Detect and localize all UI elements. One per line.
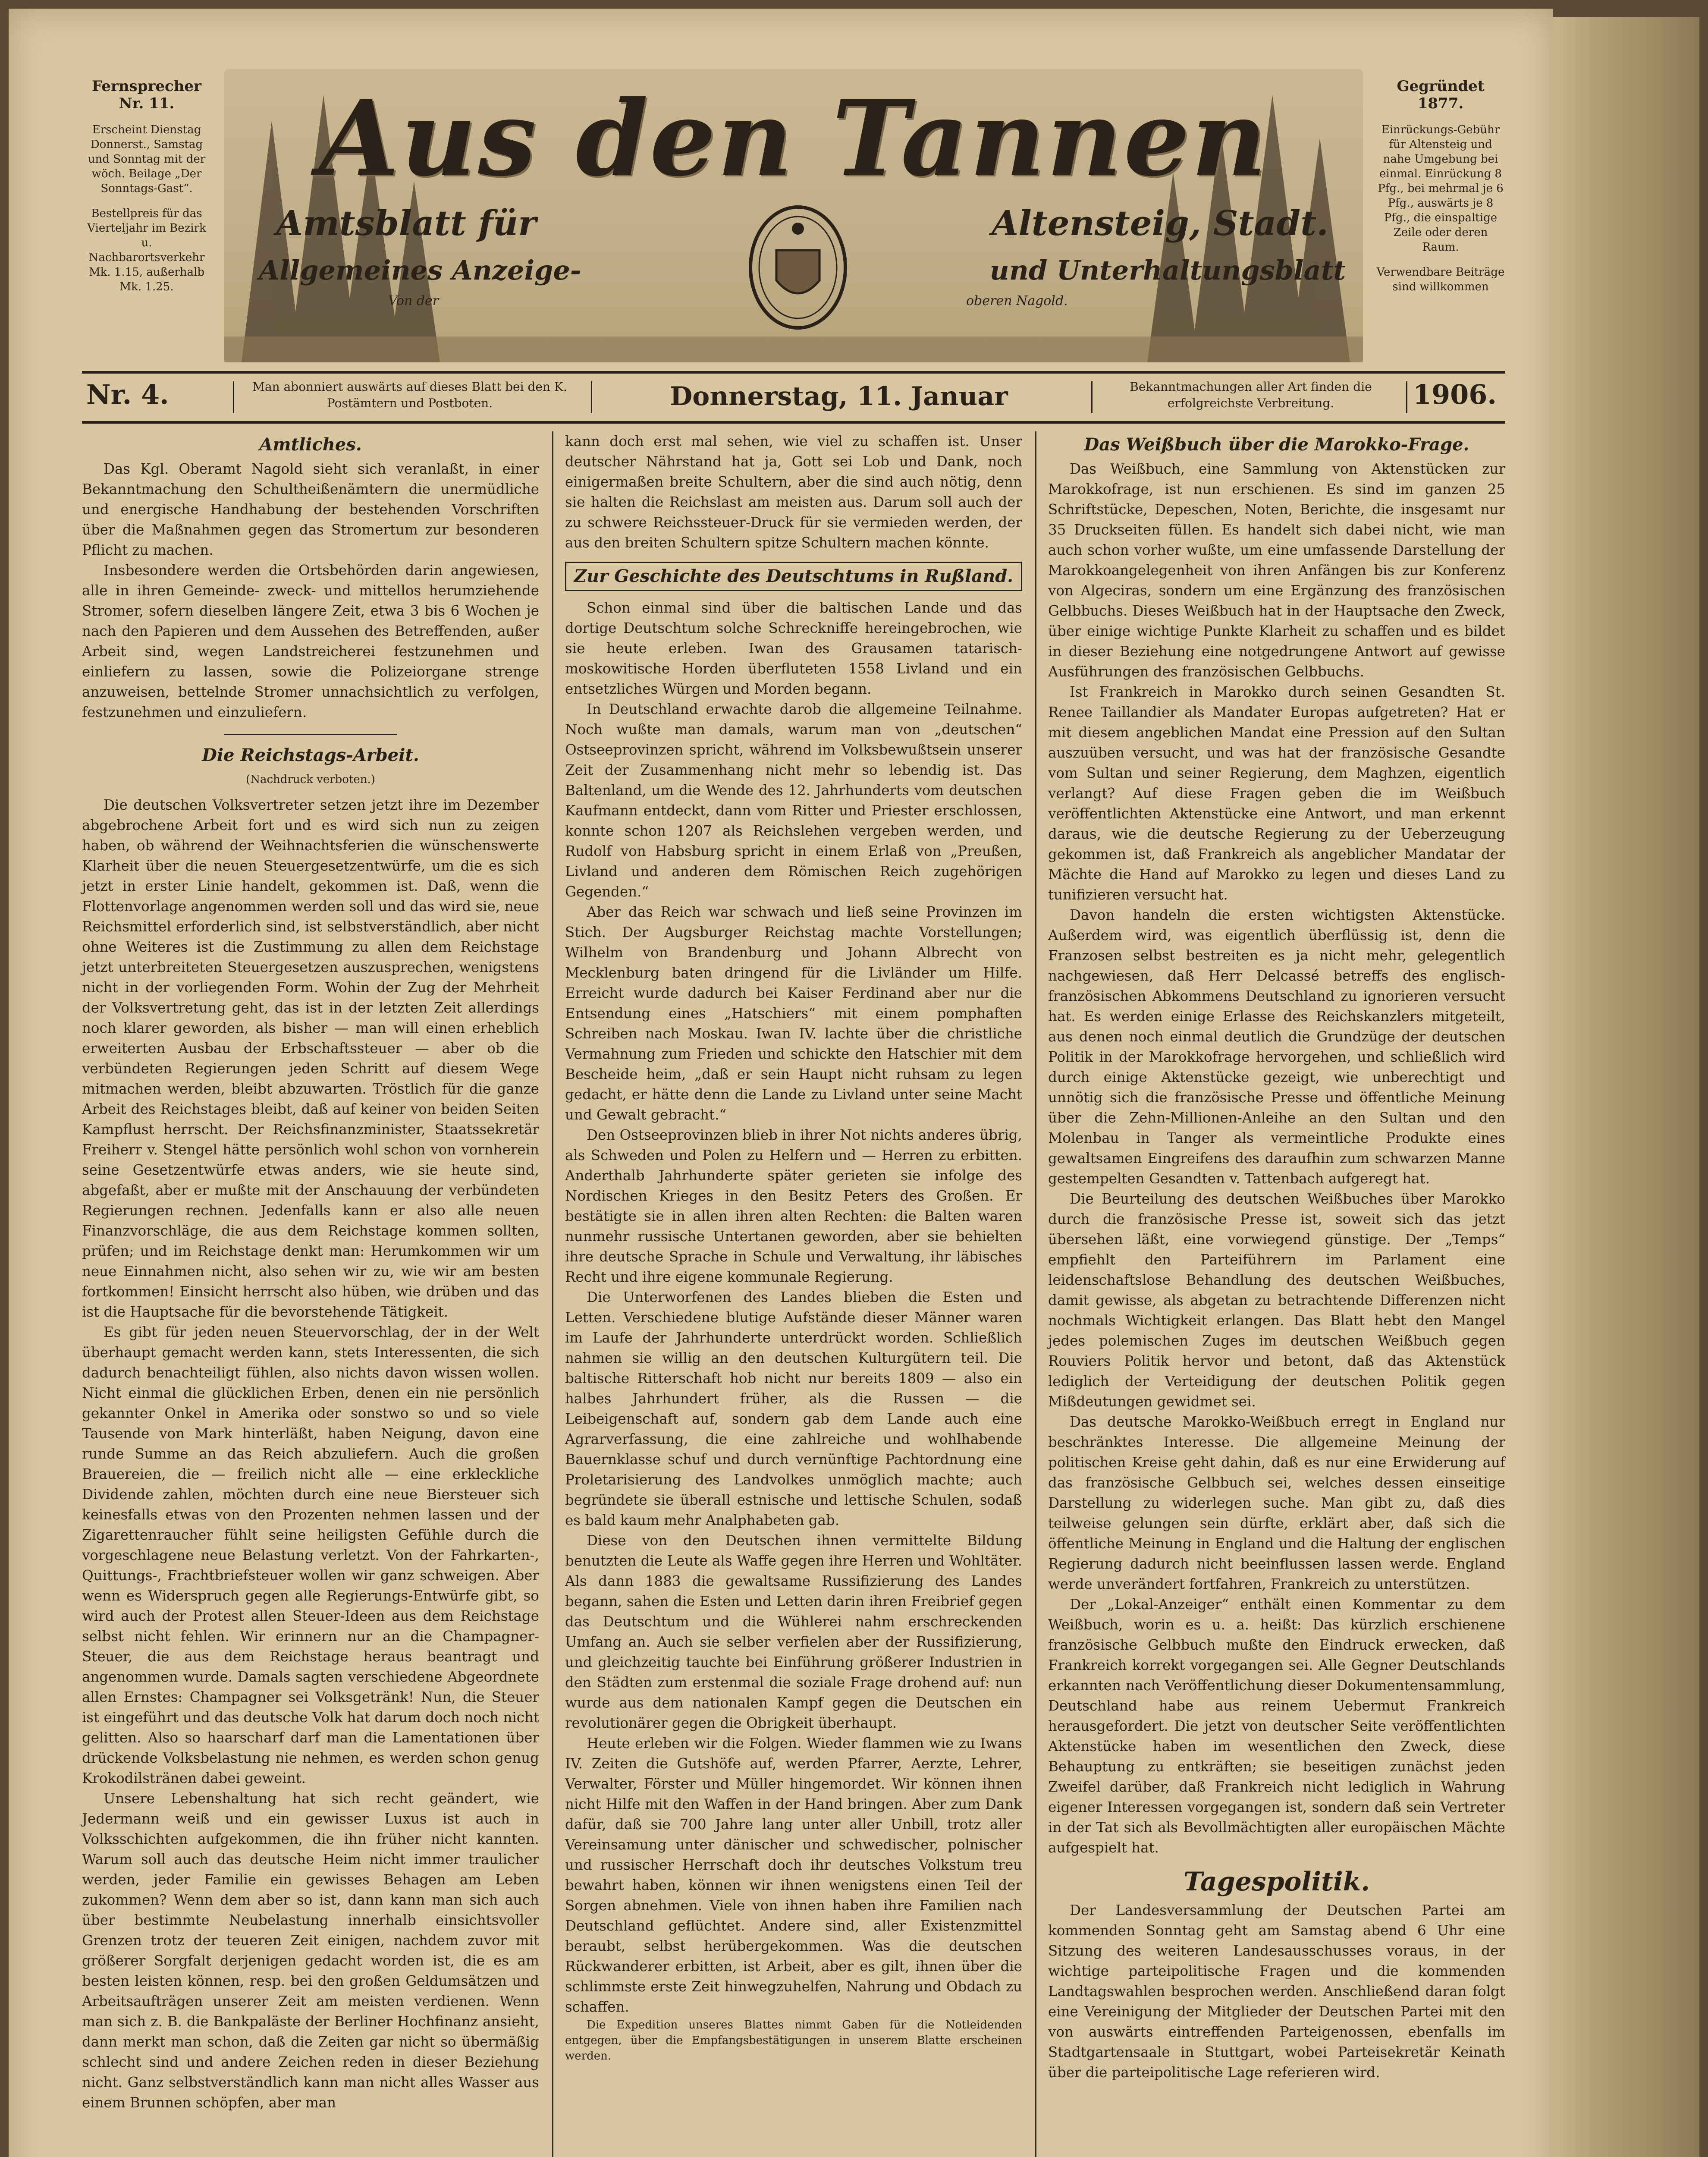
issue-number: Nr. 4. [86, 379, 169, 410]
paragraph: Die Beurteilung des deutschen Weißbuches über Marokko durch die französische Presse ist, soweit sich das jetzt übersehen läßt, eine vorwiegend günstige. Der „Temps“ empfiehlt den Parteiführern im Parlament eine leidenschaftslose Behandlung des deutschen Weißbuches, damit gewisse, als abgetan zu betrachtende Differenzen nicht nochmals Wichtigkeit erlangen. Das Blatt hebt den Mangel jedes polemischen Zuges im deutschen Weißbuch gegen Rouviers Politik hervor und betont, daß das Aktenstück lediglich der Verteidigung der deutschen Politik gegen Mißdeutungen gewidmet sei. [1048, 1191, 1505, 1410]
paragraph: Heute erleben wir die Folgen. Wieder flammen wie zu Iwans IV. Zeiten die Gutshöfe auf, werden Pfarrer, Aerzte, Lehrer, Verwalter, Förster und Müller hingemordet. Wir können ihnen nicht Hilfe mit den Waffen in der Hand bringen. Aber zum Dank dafür, daß sie 700 Jahre lang unter aller Unbill, trotz aller Vereinsamung unter dänischer und schwedischer, polnischer und russischer Herrschaft doch ihr deutsches Volkstum treu bewahrt haben, können wir ihnen wenigstens einen Teil der Sorgen abnehmen. Viele von ihnen haben ihre Familien nach Deutschland geflüchtet. Andere sind, aller Existenzmittel beraubt, selbst herübergekommen. Was die deutschen Rückwanderer erbitten, ist Arbeit, aber es gilt, ihnen über die schlimmste erste Zeit hinwegzuhelfen, Nahrung und Obdach zu schaffen. [565, 1735, 1022, 2015]
paragraph: kann doch erst mal sehen, wie viel zu schaffen ist. Unser deutscher Nährstand hat ja, Gott sei Lob und Dank, noch einigermaßen breite Schultern, aber die sind auch nötig, denn sie halten die Reichslast am meisten aus. Darum soll auch der zu schwere Reichssteuer-Druck für sie vermieden werden, der aus den breiten Schultern spitze Schultern machen könnte. [565, 433, 1022, 551]
paragraph: Es gibt für jeden neuen Steuervorschlag, der in der Welt überhaupt gemacht werden kann, stets Interessenten, die sich dadurch benachteiligt fühlen, also nichts davon wissen wollen. Nicht einmal die glücklichen Erben, denen ein nie persönlich gekannter Onkel in Amerika oder sonstwo so und so viele Tausende von Mark hinterläßt, haben Neigung, davon eine runde Summe an das Reich abzuliefern. Auch die großen Brauereien, die — freilich nicht alle — eine erkleckliche Dividende zahlen, möchten durch eine neue Biersteuer sich keinesfalls etwas von den Prozenten nehmen lassen und der Zigarettenraucher fühlt seine heiligsten Gefühle durch die vorgeschlagene neue Belastung verletzt. Von der Fahrkarten-, Quittungs-, Frachtbriefsteuer wollen wir ganz schweigen. Aber wenn es Widerspruch gegen alle Regierungs-Entwürfe gibt, so wird auch der Protest allen Steuer-Ideen aus dem Reichstage selbst nicht fehlen. Wir erinnern nur an die Champagner-Steuer, die aus dem Reichstage heraus beantragt und angenommen wurde. Damals sagten verschiedene Abgeordnete allen Ernstes: Champagner sei Volksgetränk! Nun, die Steuer ist eingeführt und das deutsche Volk hat darum doch noch nicht gelitten. Also so haarscharf darf man die Lamentationen über drückende Volksbelastung nie nehmen, es werden schon genug Krokodilstränen dabei geweint. [82, 1324, 539, 1786]
masthead [82, 69, 1505, 367]
subscription-note: Man abonniert auswärts auf dieses Blatt bei den K. Postämtern und Postboten. [252, 380, 567, 410]
announcements-note: Bekanntmachungen aller Art finden die erfolgreichste Verbreitung. [1130, 380, 1372, 410]
paragraph: Ist Frankreich in Marokko durch seinen Gesandten St. Renee Taillandier als Mandater Europas aufgetreten? Hat er mit diesem angeblichen Mandat eine Pression auf den Sultan auszuüben versucht, und was hat der französische Gesandte vom Sultan und seiner Regierung, dem Maghzen, eigentlich verlangt? Auf diese Fragen geben die im Weißbuch veröffentlichten Aktenstücke eine Antwort, und man erkennt daraus, wie die deutsche Regierung zu der Ueberzeugung gekommen ist, daß Frankreich als angeblicher Mandatar der Mächte die Hand auf Marokko zu legen und dieses Land zu tunifizieren versucht hat. [1048, 684, 1505, 903]
phone-number: Fernsprecher Nr. 11. [92, 78, 201, 112]
paragraph: Das Kgl. Oberamt Nagold sieht sich veranlaßt, in einer Bekanntmachung den Schultheißenämtern die unermüdliche und energische Handhabung der bestehenden Vorschriften über die Maßnahmen gegen das Stromertum zur besonderen Pflicht zu machen. [82, 461, 539, 558]
heading-tagespolitik: Tagespolitik. [1183, 1867, 1370, 1897]
contributions-note: Verwendbare Beiträge sind willkommen [1376, 266, 1505, 293]
von-der-label: Von der [388, 293, 439, 308]
paragraph: Die Unterworfenen des Landes blieben die Esten und Letten. Verschiedene blutige Aufstände dieser Männer waren im Laufe der Jahrhunderte unterdrückt worden. Schließlich nahmen sie willig an den deutschen Kulturgütern teil. Die baltische Ritterschaft hob nicht nur bereits 1809 — also ein halbes Jahrhundert früher, als die Russen — die Leibeigenschaft auf, sondern gab dem Lande auch eine Agrarverfassung, die eine zahlreiche und wohlhabende Bauernklasse schuf und durch vernünftige Pachtordnung eine Proletarisierung des Landvolkes unmöglich machte; auch begründete sie überall estnische und lettische Schulen, sodaß es bald kaum mehr Analphabeten gab. [565, 1289, 1022, 1528]
paragraph: Diese von den Deutschen ihnen vermittelte Bildung benutzten die Leute als Waffe gegen ihre Herren und Wohltäter. Als dann 1883 die gewaltsame Russifizierung des Landes begann, sahen die Esten und Letten darin ihren Freibrief gegen das Deutschtum und die Wühlerei nahm erschreckenden Umfang an. Auch sie selber verfielen aber der Russifizierung, und gleichzeitig tauchte bei Einführung größerer Industrien in den Städten zum erstenmal die soziale Frage drohend auf: nun wurde aus dem nationalen Kampf gegen die Deutschen ein revolutionärer gegen die Obrigkeit überhaupt. [565, 1532, 1022, 1731]
founded-year: Gegründet 1877. [1397, 78, 1485, 112]
issue-info-bar [82, 371, 1505, 424]
subtitle-right-2: und Unterhaltungsblatt [989, 255, 1346, 286]
paragraph: Den Ostseeprovinzen blieb in ihrer Not nichts anderes übrig, als Schweden und Polen zu Helfern und — Herren zu erbitten. Anderthalb Jahrhunderte später gerieten sie infolge des Nordischen Krieges in den Besitz Peters des Großen. Er bestätigte sie in allen ihren alten Rechten: die Balten waren nunmehr russische Untertanen geworden, aber sie behielten ihre deutsche Sprache in Schule und Verwaltung, ihr läbisches Recht und ihre eigene kommunale Regierung. [565, 1127, 1022, 1285]
reprint-notice: (Nachdruck verboten.) [246, 773, 375, 786]
issue-date: Donnerstag, 11. Januar [670, 381, 1008, 412]
paragraph: Die deutschen Volksvertreter setzen jetzt ihre im Dezember abgebrochene Arbeit fort und es wird sich nun zu zeigen haben, ob während der Weihnachtsferien die wünschenswerte Klarheit über die neuen Steuergesetzentwürfe, um die es sich jetzt in erster Linie handelt, gekommen ist. Daß, wenn die Flottenvorlage angenommen werden soll und das wird sie, neue Reichsmittel erforderlich sind, ist selbstverständlich, aber nicht ohne Weiteres ist die Zustimmung zu allen dem Reichstage jetzt unterbreiteten Steuergesetzen auszusprechen, wenigstens nicht in der vorliegenden Form. Wohin der Zug der Mehrheit der Volksvertretung geht, das ist in der letzten Zeit allerdings noch klarer geworden, als bisher — man will einen erheblich erweiterten Ausbau der Erbschaftssteuer — aber ob die verbündeten Regierungen jeden Schritt auf diesem Wege mitmachen werden, bleibt abzuwarten. Tröstlich für die ganze Arbeit des Reichstages bleibt, daß auf keiner von beiden Seiten Kampflust herrscht. Der Reichsfinanzminister, Staatssekretär Freiherr v. Stengel hätte persönlich wohl schon von vornherein seine Gesetzentwürfe etwas anders, wie sie heute sind, abgefaßt, aber er mußte mit der Anschauung der verbündeten Regierungen rechnen. Jedenfalls kann er also alle neuen Finanzvorschläge, die aus dem Reichstage kommen sollten, prüfen; und im Reichstage denkt man: Herumkommen wir um neue Einnahmen nicht, also sehen wir zu, wie wir am besten fortkommen! Einsicht herrscht also hüben, wie drüben und das ist die Hauptsache für die bevorstehende Tätigkeit. [82, 797, 539, 1320]
heading-amtliches: Amtliches. [259, 434, 362, 455]
divider [1091, 381, 1093, 413]
paragraph: Das Weißbuch, eine Sammlung von Aktenstücken zur Marokkofrage, ist nun erschienen. Es sind im ganzen 25 Schriftstücke, Depeschen, Noten, Berichte, die insgesamt nur 35 Druckseiten füllen. Es handelt sich dabei nicht, wie man auch schon vorher wußte, um eine umfassende Darstellung der Marokkoangelegenheit von ihren Anfängen bis zur Konferenz von Algeciras, sondern um eine Ergänzung des französischen Gelbbuchs. Dieses Weißbuch hat in der Hauptsache den Zweck, über einige wichtige Punkte Klarheit zu schaffen und es bildet in dieser Beziehung eine notgedrungene Antwort auf gewisse Ausführungen des französischen Gelbbuchs. [1048, 461, 1505, 680]
expedition-note: Die Expedition unseres Blattes nimmt Gaben für die Notleidenden entgegen, über die Empfangsbestätigungen in unserem Blatte erscheinen werden. [565, 2019, 1022, 2063]
paragraph: Davon handeln die ersten wichtigsten Aktenstücke. Außerdem wird, was eigentlich überflüssig ist, denn die Franzosen selbst bestreiten es ja nicht mehr, gelegentlich nachgewiesen, daß Herr Delcassé betreffs des englisch-französischen Abkommens Deutschland zu ignorieren versucht hat. Es werden einige Erlasse des Reichskanzlers mitgeteilt, aus denen noch einmal deutlich die Grundzüge der deutschen Politik in der Marokkofrage hervorgehen, und schließlich wird durch einige Aktenstücke gezeigt, wie unberechtigt und unnötig sich die französische Presse und öffentliche Meinung über die Zehn-Millionen-Anleihe an den Sultan und den Molenbau in Tanger als vermeintliche Produkte eines gewaltsamen Eingreifens des daraufhin zum schwarzen Manne gestempelten Gesandten v. Tattenbach aufgeregt hat. [1048, 907, 1505, 1187]
subtitle-left-2: Allgemeines Anzeige- [259, 255, 581, 286]
issue-year: 1906. [1413, 379, 1497, 410]
stacked-page-edges [1553, 17, 1699, 2157]
heading-deutschtum-russland: Zur Geschichte des Deutschtums in Rußland. [565, 562, 1022, 591]
column-2 [565, 431, 1022, 2064]
paragraph: Der „Lokal-Anzeiger“ enthält einen Kommentar zu dem Weißbuch, worin es u. a. heißt: Das kürzlich erschienene französische Gelbbuch mußte den Eindruck erwecken, daß Frankreich korrekt vorgegangen sei. Alle Gegner Deutschlands erkannten nach Veröffentlichung dieser Dokumentensammlung, Deutschland habe aus reinem Uebermut Frankreich herausgefordert. Die jetzt von deutscher Seite veröffentlichten Aktenstücke haben im wesentlichen den Zweck, diese Behauptung zu entkräften; sie beseitigen zunächst jeden Zweifel darüber, daß Frankreich nicht lediglich in Wahrung eigener Interessen vorgegangen ist, sondern daß sein Vertreter in der Tat sich als Bevollmächtigten aller europäischen Mächte aufgespielt hat. [1048, 1596, 1505, 1856]
paragraph: Schon einmal sind über die baltischen Lande und das dortige Deutschtum solche Schreckniffe hereingebrochen, wie sie heute erleben. Iwan des Grausamen tatarisch-moskowitische Horden überfluteten 1558 Livland und ein entsetzliches Würgen und Morden begann. [565, 600, 1022, 697]
subtitle-left: Amtsblatt für [276, 203, 537, 243]
newspaper-title: Aus den Tannen [319, 78, 1268, 199]
masthead-left-info [82, 78, 211, 294]
subscription-price: Bestellpreis für das Vierteljahr im Bezirk u. Nachbarortsverkehr Mk. 1.15, außerhalb Mk. 1.25. [87, 207, 206, 293]
separator-rule [224, 734, 397, 735]
paragraph: Unsere Lebenshaltung hat sich recht geändert, wie Jedermann weiß und ein gewisser Luxus ist auch in Volksschichten aufgekommen, die ihn früher nicht kannten. Warum soll auch das deutsche Heim nicht immer traulicher werden, jeder Familie ein gewisses Behagen am Leben zukommen? Wenn dem aber so ist, dann kann man sich auch über bestimmte Neubelastung innerhalb einsichtsvoller Grenzen trotz der teueren Zeit einigen, nachdem zuvor mit größerer Sorgfalt derjenigen gedacht worden ist, die es am besten leisten können, resp. bei den großen Geldumsätzen und Arbeitsaufträgen unserer Zeit am meisten verdienen. Wenn man sich z. B. die Bankpaläste der Berliner Hochfinanz ansieht, dann merkt man schon, daß die Zeiten gar nicht so übermäßig schlecht sind und andere Zeichen reden in dieser Beziehung nicht. Ganz selbstverständlich kann man nicht alles Wasser aus einem Brunnen schöpfen, aber man [82, 1790, 539, 2111]
divider [1406, 381, 1407, 413]
article-columns [82, 431, 1505, 2157]
masthead-banner [224, 69, 1363, 362]
paragraph: Das deutsche Marokko-Weißbuch erregt in England nur beschränktes Interesse. Die allgemeine Meinung der politischen Kreise geht dahin, daß es nur eine Erwiderung auf das französische Gelbbuch sei, welches dessen einseitige Darstellung zu widerlegen suche. Man gibt zu, daß dies teilweise gelungen sein dürfte, erklärt aber, daß sich die öffentliche Meinung in England und die Haltung der englischen Regierung dadurch nicht beeinflussen lassen werde. England werde unverändert fortfahren, Frankreich zu unterstützen. [1048, 1414, 1505, 1592]
paragraph: Insbesondere werden die Ortsbehörden darin angewiesen, alle in ihren Gemeinde- zweck- und mittellos herumziehende Stromer, sofern dieselben längere Zeit, etwa 3 bis 6 Wochen je nach den Papieren und dem Aussehen des Betreffenden, außer Arbeit sind, wegen Landstreicherei festzunehmen und einliefern zu lassen, sowie die Polizeiorgane strenge anzuweisen, bettelnde Stromer unnachsichtlich zu verfolgen, festzunehmen und einzuliefern. [82, 562, 539, 720]
heading-weissbuch-marokko: Das Weißbuch über die Marokko-Frage. [1084, 434, 1469, 455]
divider [233, 381, 234, 413]
column-divider [1035, 431, 1036, 2157]
column-3 [1048, 431, 1505, 2083]
oberen-nagold-label: oberen Nagold. [966, 293, 1068, 308]
paragraph: In Deutschland erwachte darob die allgemeine Teilnahme. Noch wußte man damals, warum man von „deutschen“ Ostseeprovinzen spricht, während im Volksbewußtsein unserer Zeit der Zusammenhang nicht mehr so lebendig ist. Das Baltenland, um die Wende des 12. Jahrhunderts vom deutschen Kaufmann entdeckt, dann vom Ritter und Priester erschlossen, konnte schon 1207 als Reichslehen vergeben werden, und Rudolf von Habsburg spricht in einem Erlaß von „Preußen, Livland und anderen dem Römischen Reich zugehörigen Gegenden.“ [565, 701, 1022, 900]
paragraph: Aber das Reich war schwach und ließ seine Provinzen im Stich. Der Augsburger Reichstag machte Vorstellungen; Wilhelm von Brandenburg und Johann Albrecht von Mecklenburg baten dringend für die Livländer um Hilfe. Erreicht wurde dadurch bei Kaiser Ferdinand aber nur die Entsendung eines „Hatschiers“ mit einem pomphaften Schreiben nach Moskau. Iwan IV. lachte über die christliche Vermahnung zum Frieden und schickte den Hatschier mit dem Bescheide heim, „daß er sein Haupt nicht ruhsam zu legen gedacht, er hätte denn die Lande zu Livland unter seine Macht und Gewalt gebracht.“ [565, 904, 1022, 1123]
column-1 [82, 431, 539, 2113]
publication-schedule: Erscheint Dienstag Donnerst., Samstag und Sonntag mit der wöch. Beilage „Der Sonntags-Gast“. [88, 123, 206, 195]
coat-of-arms-emblem [746, 203, 850, 332]
paragraph: Der Landesversammlung der Deutschen Partei am kommenden Sonntag geht am Samstag abend 6 Uhr eine Sitzung des weiteren Landesausschusses voraus, in der wichtige parteipolitische Fragen und die kommenden Landtagswahlen besprochen werden. Anschließend daran folgt eine Vereinigung der Mitglieder der Deutschen Partei mit den von auswärts eintreffenden Parteigenossen, ebenfalls im Stadtgartensaale in Stuttgart, wobei Parteisekretär Keinath über die parteipolitische Lage referieren wird. [1048, 1902, 1505, 2081]
subtitle-right: Altensteig, Stadt. [992, 203, 1328, 243]
divider [591, 381, 592, 413]
heading-reichstags-arbeit: Die Reichstags-Arbeit. [202, 745, 419, 765]
masthead-right-info [1376, 78, 1505, 294]
advertising-fee: Einrückungs-Gebühr für Altensteig und nahe Umgebung bei einmal. Einrückung 8 Pfg., bei mehrmal je 6 Pfg., auswärts je 8 Pfg., die einspaltige Zeile oder deren Raum. [1378, 123, 1504, 254]
newspaper-page [9, 9, 1553, 2157]
column-divider [552, 431, 553, 2157]
